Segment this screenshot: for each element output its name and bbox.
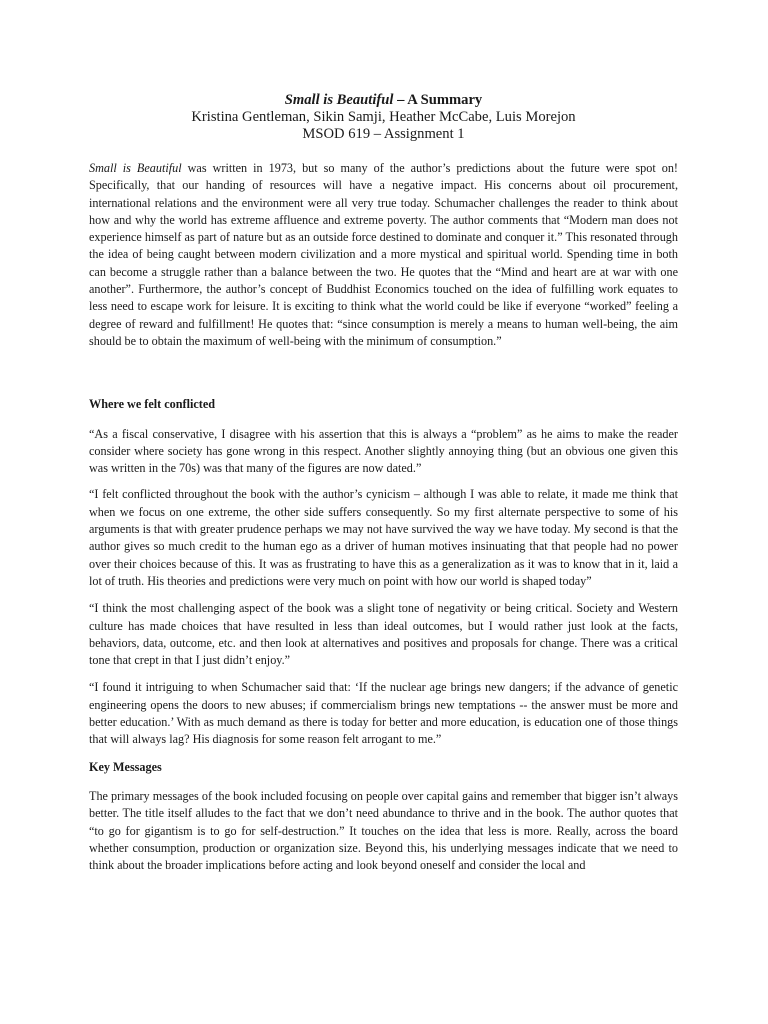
key-messages-paragraph: The primary messages of the book included focusing on people over capital gains and remember that bigger isn’t always better. The title itself alludes to the fact that we don’t need abundance to thrive and in the book. The author quotes that “to go for gigantism is to go for self-destruction.” It touches on the idea that less is more. Really, across the board whether consumption, production or organization size. Beyond this, his underlying messages indicate that we need to think about the broader implications before acting and look beyond oneself and consider the local and	[89, 788, 678, 873]
quote-paragraph: “I found it intriguing to when Schumacher said that: ‘If the nuclear age brings new dangers; if the advance of genetic engineering opens the doors to new abuses; if commercialism brings new temptations -- the answer must be more and better education.’ With as much demand as there is today for better and more education, is education one of those things that will always lag? His diagnosis for some reason felt arrogant to me.”	[89, 680, 678, 747]
section-heading-conflicted: Where we felt conflicted	[89, 397, 216, 412]
quote-paragraph: “As a fiscal conservative, I disagree with his assertion that this is always a “problem” as he aims to make the reader consider where society has gone wrong in this respect. Another slightly annoying thing (but an obvious one given this was written in the 70s) was that many of the figures are now dated.”	[89, 426, 678, 476]
quote-paragraph: “I felt conflicted throughout the book with the author’s cynicism – although I was able to relate, it made me think that when we focus on one extreme, the other side suffers consequently. So my first alternate perspective to some of his arguments is that with greater prudence perhaps we may not have survived the way we have today. My second is that the author gives so much credit to the human ego as a driver of human motives insinuating that that people had no power over their choices because of this. It was as frustrating to have this as a generalization as it was to know that in it, laid a lot of truth. His theories and predictions were very much on point with how our world is shaped today”	[89, 487, 678, 588]
section-heading-key-messages: Key Messages	[89, 759, 162, 774]
course-line: MSOD 619 – Assignment 1	[302, 126, 465, 142]
title-italic: Small is Beautiful	[284, 92, 394, 108]
quote-paragraph: “I think the most challenging aspect of the book was a slight tone of negativity or being critical. Society and Western culture has made choices that have resulted in less than ideal outcomes, but I would rather just look at the facts, behaviors, data, outcome, etc. and then look at alternatives and positives and proposals for change. There was a critical tone that crept in that I just didn’t enjoy.”	[89, 601, 678, 668]
intro-lead-italic: Small is Beautiful	[89, 161, 182, 175]
title-rest: – A Summary	[393, 92, 483, 108]
document-page	[89, 92, 678, 874]
author-list: Kristina Gentleman, Sikin Samji, Heather McCabe, Luis Morejon	[191, 109, 576, 125]
intro-paragraph	[89, 160, 678, 350]
document-title	[89, 92, 678, 109]
intro-body: was written in 1973, but so many of the author’s predictions about the future were spot on! Specifically, that our handing of resources will have a negative impact. His concerns about oil procurement, international relations and the environment were all very true today. Schumacher challenges the reader to think about how and why the world has extreme affluence and extreme poverty. The author comments that “Modern man does not experience himself as part of nature but as an outside force destined to dominate and conquer it.” This resonated through the idea of being caught between modern civilization and a more mystical and spiritual world. Spending time in both can become a struggle rather than a balance between the two. He quotes that the “Mind and heart are at war with one another”. Furthermore, the author’s concept of Buddhist Economics touched on the idea of fulfilling work equates to less need to escape work for leisure. It is exciting to think what the world could be like if everyone “worked” feeling a degree of reward and fulfillment! He quotes that: “since consumption is merely a means to human well-being, the aim should be to obtain the maximum of well-being with the minimum of consumption.”	[89, 161, 678, 348]
